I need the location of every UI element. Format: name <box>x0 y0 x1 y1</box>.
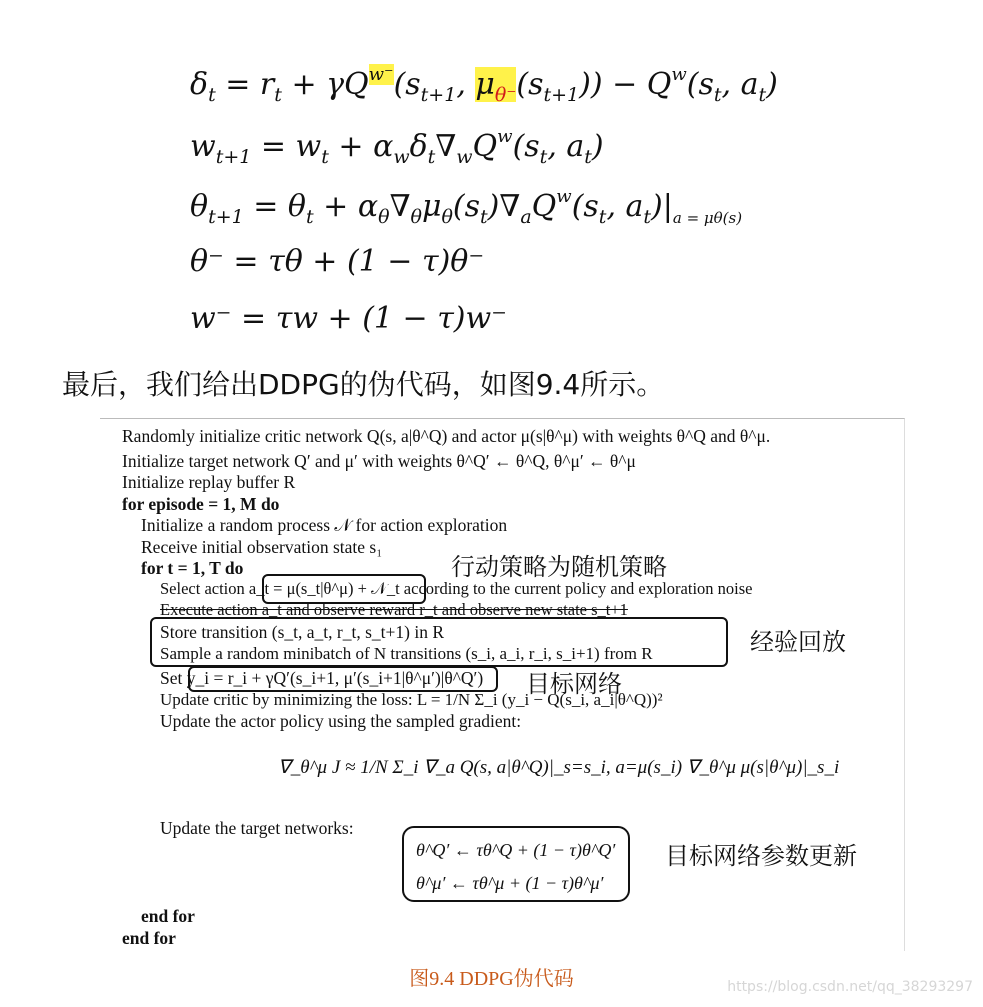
algo-line-sample-minibatch: Sample a random minibatch of N transitions (s_i, a_i, r_i, s_i+1) from R <box>160 644 653 663</box>
annotation-replay: 经验回放 <box>750 628 846 656</box>
algo-line-update-target: Update the target networks: <box>160 818 354 838</box>
algo-line-end-for-outer: end for <box>122 928 176 948</box>
algo-line-3: Initialize replay buffer R <box>122 472 296 492</box>
algo-line-update-actor: Update the actor policy using the sampled gradient: <box>160 711 522 731</box>
box-action-selection <box>262 574 426 604</box>
algo-line-2: Initialize target network Q′ and μ′ with weights θ^Q′ ← θ^Q, θ^μ′ ← θ^μ <box>122 451 636 471</box>
target-update-actor-formula: θ^μ′ ← τθ^μ + (1 − τ)θ^μ′ <box>416 873 604 893</box>
highlight-target-critic: w⁻ <box>368 64 394 85</box>
annotation-target-update: 目标网络参数更新 <box>665 842 857 870</box>
figure-caption: 图9.4 DDPG伪代码 <box>409 968 574 990</box>
algo-line-end-for-inner: end for <box>141 906 195 926</box>
box-target-value <box>188 666 498 692</box>
equation-target-critic-soft-update: w⁻ = τw + (1 − τ)w⁻ <box>190 301 508 336</box>
watermark: https://blog.csdn.net/qq_38293297 <box>727 979 973 995</box>
algo-line-set-target: Set y_i = r_i + γQ′(s_i+1, μ′(s_i+1|θ^μ′)|θ^Q′) <box>160 668 484 688</box>
annotation-target-network: 目标网络 <box>526 670 622 698</box>
algo-line-select-action: Select action a_t = μ(s_t|θ^μ) + 𝒩_t according to the current policy and exploration noise <box>160 579 753 598</box>
algo-line-6: Receive initial observation state s₁ <box>141 537 383 557</box>
equation-target-actor-soft-update: θ⁻ = τθ + (1 − τ)θ⁻ <box>190 244 485 279</box>
algo-line-update-critic: Update critic by minimizing the loss: L = 1/N Σ_i (y_i − Q(s_i, a_i|θ^Q))² <box>160 690 663 709</box>
algo-line-execute-action: Execute action a_t and observe reward r_t and observe new state s_t+1 <box>160 600 628 619</box>
equation-critic-update: $w_{t+1} = w_t + \alpha_w\delta_t\nabla_wQ^w(s_t$, $a_t$) <box>190 126 604 168</box>
policy-gradient-formula: ∇_θ^μ J ≈ 1/N Σ_i ∇_a Q(s, a|θ^Q)|_s=s_i, a=μ(s_i) ∇_θ^μ μ(s|θ^μ)|_s_i <box>278 757 840 778</box>
box-experience-replay <box>150 617 728 667</box>
target-update-critic-formula: θ^Q′ ← τθ^Q + (1 − τ)θ^Q′ <box>416 840 616 860</box>
algo-line-5: Initialize a random process 𝒩 for action exploration <box>141 515 508 535</box>
intro-text: 最后，我们给出DDPG的伪代码，如图9.4所示。 <box>62 368 665 401</box>
algo-line-store-transition: Store transition (s_t, a_t, r_t, s_t+1) in R <box>160 622 445 642</box>
annotation-policy: 行动策略为随机策略 <box>451 553 667 581</box>
box-target-update <box>402 826 630 902</box>
algo-line-timestep: for t = 1, T do <box>141 558 244 578</box>
algo-line-1: Randomly initialize critic network Q(s, a|θ^Q) and actor μ(s|θ^μ) with weights θ^Q and θ^μ. <box>122 426 771 446</box>
equation-actor-update: $\theta_{t+1} = \theta_t + \alpha_\theta\nabla_\theta\mu_\theta(s_t)\nabla_aQ^w(s_t$, $a_t)|_{a = \mu\theta(s)}$ <box>190 186 743 228</box>
highlight-target-actor: θ⁻ <box>494 84 517 106</box>
algo-line-episode: for episode = 1, M do <box>122 494 280 514</box>
equation-td-error: $\delta_t = r_t + \gamma Q^{w^-}(s_{t+1}$, $\mu_{\theta^-}(s_{t+1})) - Q^w(s_t$, $a_t$) <box>190 64 778 106</box>
